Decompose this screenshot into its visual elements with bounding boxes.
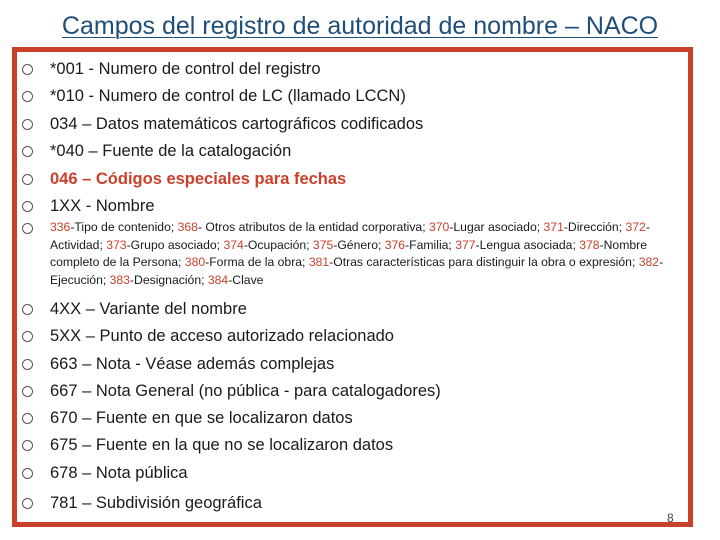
circle-bullet-icon [22,201,33,212]
field-code: 375 [312,237,334,252]
field-code: 371 [543,220,564,234]
list-item-text: *010 - Numero de control de LC (llamado LCCN) [50,87,406,105]
field-label: -Designación; [129,272,208,287]
field-label: -Clave [228,272,264,287]
circle-bullet-icon [22,413,33,424]
field-code: 384 [207,272,229,287]
field-label: -Grupo asociado; [126,237,224,252]
field-code: 368 [177,220,198,234]
field-label: -Familia; [405,237,456,252]
list-item-text: 046 – Códigos especiales para fechas [50,170,347,188]
slide-title: Campos del registro de autoridad de nombre – NACO [61,12,659,40]
field-code: 382 [638,255,660,269]
circle-bullet-icon [22,223,33,234]
circle-bullet-icon [22,386,33,397]
list-item-text: 1XX - Nombre [50,197,155,215]
circle-bullet-icon [22,64,33,75]
field-label: -Nombre completo de la Persona; [50,237,647,269]
field-label: -Ocupación; [243,237,313,252]
field-label: -Ejecución; [50,255,664,287]
circle-bullet-icon [22,91,33,102]
fields-3xx-paragraph [50,219,690,289]
field-label: -Dirección; [563,220,626,234]
field-code: 380 [184,255,206,269]
circle-bullet-icon [22,468,33,479]
field-label: - Otros atributos de la entidad corporativa; [197,220,429,234]
list-item-text: 034 – Datos matemáticos cartográficos codificados [50,115,424,133]
circle-bullet-icon [22,440,33,451]
circle-bullet-icon [22,174,33,185]
list-item-text: 663 – Nota - Véase además complejas [50,355,335,373]
field-label: -Otras características para distinguir la obra o expresión; [329,255,639,269]
list-item-text: *001 - Numero de control del registro [50,60,321,78]
list-item-text: 670 – Fuente en que se localizaron datos [50,409,353,427]
circle-bullet-icon [22,119,33,130]
field-label: -Género; [333,237,385,252]
field-code: 374 [223,237,244,252]
field-label: -Lengua asociada; [475,237,580,252]
field-code: 336 [50,220,71,234]
circle-bullet-icon [22,146,33,157]
field-code: 378 [579,237,600,252]
field-label: -Forma de la obra; [205,255,309,269]
list-item-text: 4XX – Variante del nombre [50,300,247,318]
field-label: -Lugar asociado; [449,220,544,234]
right-margin [693,0,720,540]
field-code: 377 [455,237,476,252]
circle-bullet-icon [22,304,33,315]
list-item-text: *040 – Fuente de la catalogación [50,142,292,160]
field-label: -Tipo de contenido; [70,220,178,234]
field-code: 372 [625,220,646,234]
list-item-text: 667 – Nota General (no pública - para catalogadores) [50,382,441,400]
list-item-text: 5XX – Punto de acceso autorizado relacionado [50,327,394,345]
field-code: 376 [384,237,406,252]
list-item-text: 678 – Nota pública [50,464,188,482]
circle-bullet-icon [22,331,33,342]
circle-bullet-icon [22,498,33,509]
circle-bullet-icon [22,359,33,370]
page-number: 8 [667,511,674,525]
list-item-text: 675 – Fuente en la que no se localizaron datos [50,436,394,454]
field-code: 373 [106,237,127,252]
field-code: 370 [428,220,450,234]
list-item-text: 781 – Subdivisión geográfica [50,494,262,512]
field-label: -Actividad; [50,220,650,252]
field-code: 383 [109,272,130,287]
field-code: 381 [308,255,330,269]
